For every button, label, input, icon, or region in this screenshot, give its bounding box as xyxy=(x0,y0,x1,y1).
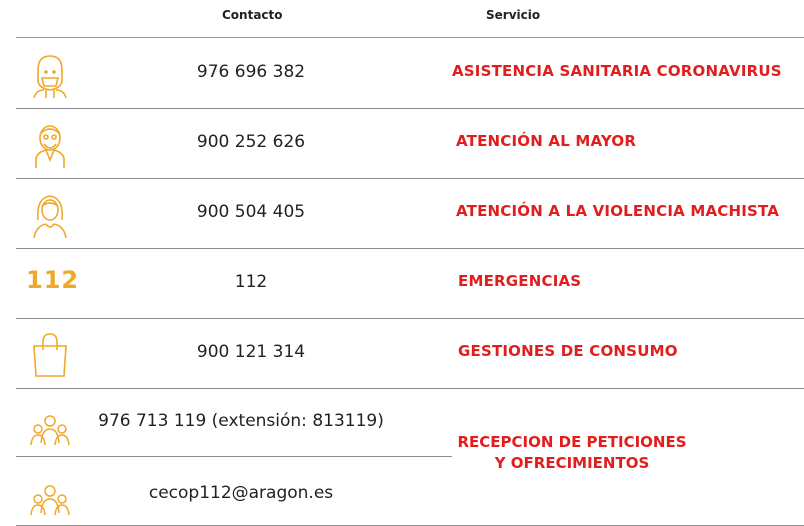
masked-person-icon xyxy=(28,50,72,98)
service-name: EMERGENCIAS xyxy=(458,272,582,290)
shopping-bag-icon xyxy=(28,330,72,378)
table-row xyxy=(16,248,804,319)
service-name xyxy=(452,432,692,474)
service-name: ATENCIÓN A LA VIOLENCIA MACHISTA xyxy=(456,202,780,220)
service-line: Y OFRECIMIENTOS xyxy=(494,454,650,472)
table-row xyxy=(16,38,804,109)
contact-phone: 112 xyxy=(234,272,268,292)
table-row xyxy=(16,387,452,456)
contact-phone: 976 696 382 xyxy=(196,62,306,82)
service-line: RECEPCION DE PETICIONES xyxy=(457,433,687,451)
elderly-person-icon xyxy=(28,120,72,168)
service-name: ATENCIÓN AL MAYOR xyxy=(456,132,637,150)
header-service: Servicio xyxy=(486,8,541,22)
contact-phone: 900 252 626 xyxy=(196,132,306,152)
service-name: ASISTENCIA SANITARIA CORONAVIRUS xyxy=(452,62,782,80)
service-name: GESTIONES DE CONSUMO xyxy=(458,342,678,360)
contact-phone: 976 713 119 (extensión: 813119) xyxy=(98,411,384,431)
header-contact: Contacto xyxy=(222,8,283,22)
contact-phone: 900 504 405 xyxy=(196,202,306,222)
table-row xyxy=(16,318,804,389)
contact-email[interactable]: cecop112@aragon.es xyxy=(148,483,334,503)
table-row xyxy=(16,178,804,249)
table-row xyxy=(16,108,804,179)
emergency-112-icon: 112 xyxy=(26,266,80,294)
people-group-icon xyxy=(28,473,72,521)
people-group-icon xyxy=(28,403,72,451)
contact-phone: 900 121 314 xyxy=(196,342,306,362)
woman-icon xyxy=(28,190,72,238)
table-row xyxy=(16,457,452,526)
